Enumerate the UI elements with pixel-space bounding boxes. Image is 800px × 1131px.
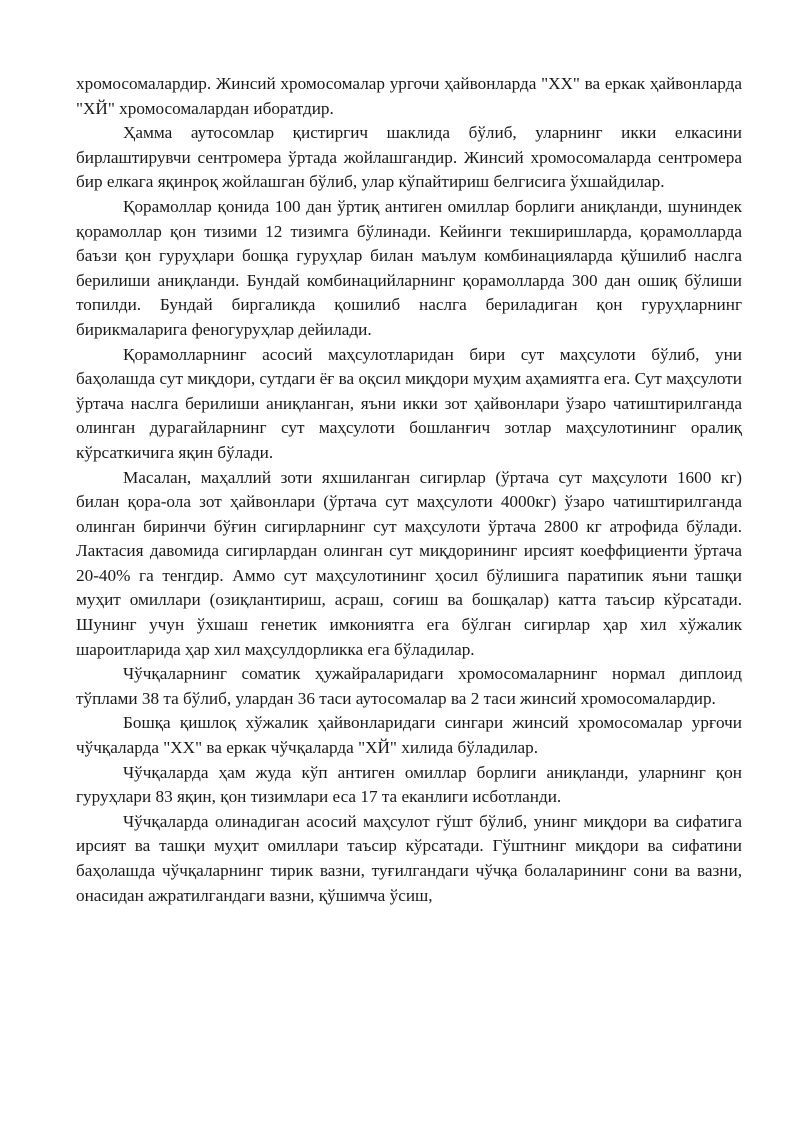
paragraph-autosome-shape: Ҳамма аутосомлар қистиргич шаклида бўлиб, уларнинг икки елкасини бирлаштирувчи сентромера ўртада жойлашгандир. Жинсий хромосомаларда сентромера бир елкага яқинроқ жойлашган бўлиб, улар кўпайтириш белгисига ўхшайдилар. xyxy=(76,123,742,192)
paragraph-cattle-milk: Қорамолларнинг асосий маҳсулотларидан бири сут маҳсулоти бўлиб, уни баҳолашда сут миқдори, сутдаги ёғ ва оқсил миқдори муҳим аҳамиятга ега. Сут маҳсулоти ўртача наслга берилиши аниқланган, яъни икки зот ҳайвонлари ўзаро чатиштирилганда олинган дурагайларнинг сут маҳсулоти бошланғич зотлар маҳсулотининг оралиқ кўрсаткичига яқин бўлади. xyxy=(76,344,742,462)
paragraph-pig-chromosomes: Чўчқаларнинг соматик ҳужайраларидаги хромосомаларнинг нормал диплоид тўплами 38 та бўлиб, улардан 36 таси аутосомалар ва 2 таси жинсий хромосомалардир. xyxy=(76,664,742,708)
paragraph-pig-meat: Чўчқаларда олинадиган асосий маҳсулот гўшт бўлиб, унинг миқдори ва сифатига ирсият ва ташқи муҳит омиллари таъсир кўрсатади. Гўштнинг миқдори ва сифатини баҳолашда чўчқаларнинг тирик вазни, туғилгандаги чўчқа болаларининг сони ва вазни, онасидан ажратилгандаги вазни, қўшимча ўсиш, xyxy=(76,811,742,905)
paragraph-pig-blood-groups: Чўчқаларда ҳам жуда кўп антиген омиллар борлиги аниқланди, уларнинг қон гуруҳлари 83 яқин, қон тизимлари еса 17 та еканлиги исботланди. xyxy=(76,762,742,807)
document-page xyxy=(76,72,742,908)
paragraph-pig-sex-chromosomes: Бошқа қишлоқ хўжалик ҳайвонларидаги сингари жинсий хромосомалар урғочи чўчқаларда "ХХ" ва еркак чўчқаларда "ХЙ" хилида бўладилар. xyxy=(76,713,742,758)
paragraph-cattle-blood-groups: Қорамоллар қонида 100 дан ўртиқ антиген омиллар борлиги аниқланди, шуниндек қорамоллар қон тизими 12 тизимга бўлинади. Кейинги текширишларда, қорамолларда баъзи қон гуруҳлари бошқа гуруҳлар билан маълум комбинацияларда қўшилиб наслга берилиши аниқланди. Бундай комбинацийларнинг қорамолларда 300 дан ошиқ бўлиши топилди. Бундай биргаликда қошилиб наслга бериладиган қон гуруҳларнинг бирикмаларига феногуруҳлар дейилади. xyxy=(76,196,742,339)
paragraph-milk-example: Масалан, маҳаллий зоти яхшиланган сигирлар (ўртача сут маҳсулоти 1600 кг) билан қора-ола зот ҳайвонлари (ўртача сут маҳсулоти 4000кг) ўзаро чатиштирилганда олинган биринчи бўғин сигирларнинг сут маҳсулоти ўртача 2800 кг атрофида бўлади. Лактасия давомида сигирлардан олинган сут миқдорининг ирсият коеффициенти ўртача 20-40% га тенгдир. Аммо сут маҳсулотининг ҳосил бўлишига паратипик яъни ташқи муҳит омиллари (озиқлантириш, асраш, соғиш ва бошқалар) катта таъсир кўрсатади. Шунинг учун ўхшаш генетик имкониятга ега бўлган сигирлар ҳар хил хўжалик шароитларида ҳар хил маҳсулдорликка ега бўладилар. xyxy=(76,467,742,659)
paragraph-continued: хромосомалардир. Жинсий хромосомалар ургочи ҳайвонларда "ХХ" ва еркак ҳайвонларда "ХЙ" хромосомалардан иборатдир. xyxy=(76,74,742,118)
